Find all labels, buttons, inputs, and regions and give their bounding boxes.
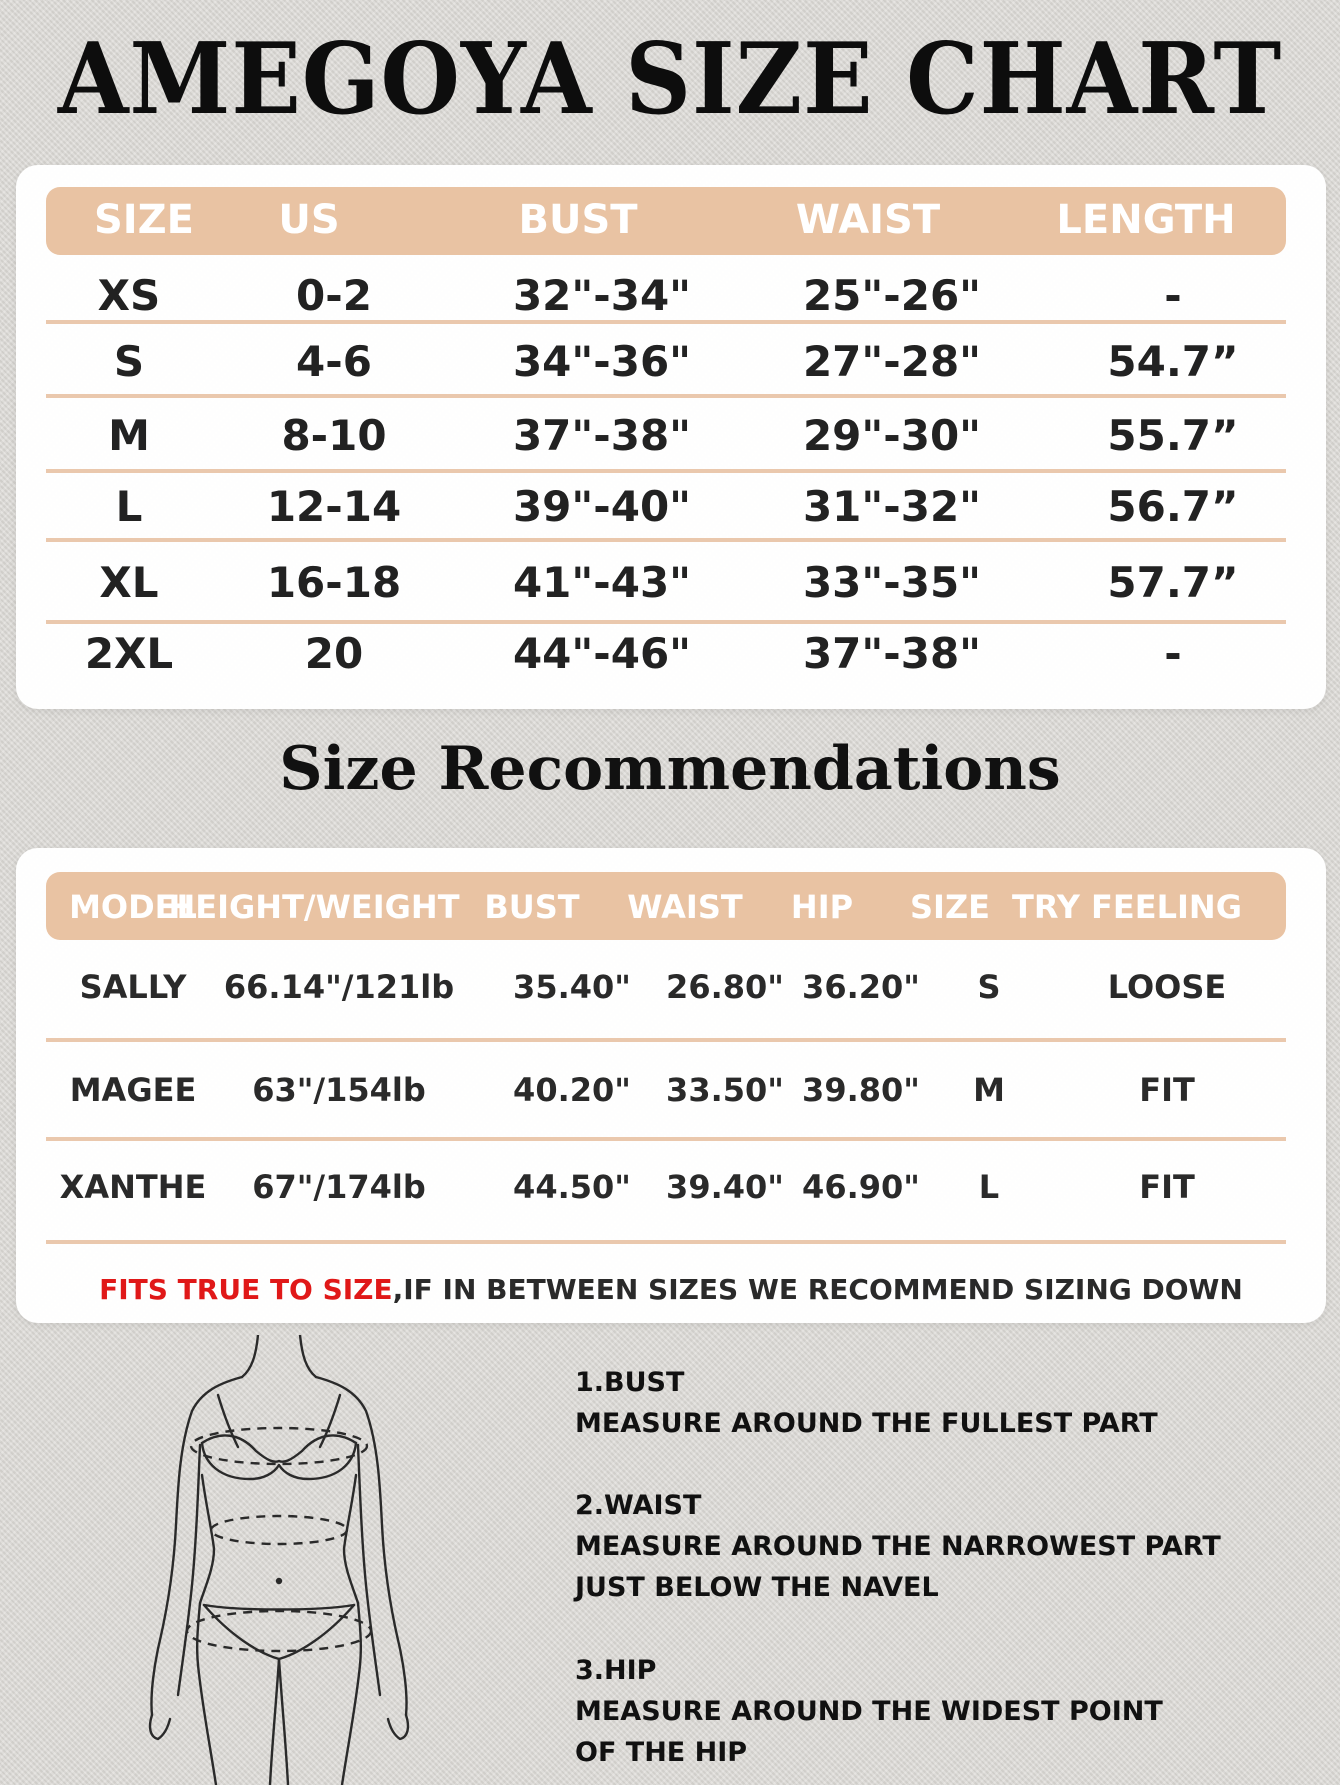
cell-size: L [115,482,143,531]
body-outline-figure-icon [140,1335,420,1785]
hip-title: 3.HIP [575,1655,657,1686]
cell-waist: 31"-32" [802,482,982,531]
cell-model: XANTHE [59,1168,207,1206]
header-hip: HIP [790,888,854,926]
cell-hip: 39.80" [802,1071,920,1109]
cell-size: M [973,1071,1005,1109]
recommendations-header [46,872,1286,940]
cell-bust: 40.20" [513,1071,631,1109]
cell-us: 16-18 [266,558,402,607]
fit-note-text: ,IF IN BETWEEN SIZES WE RECOMMEND SIZING DOWN [392,1273,1243,1306]
cell-waist: 29"-30" [802,411,982,460]
cell-size: 2XL [84,629,174,678]
row-divider [46,1137,1286,1141]
row-divider [46,538,1286,542]
bust-instruction [575,1362,1158,1444]
cell-bust: 44"-46" [512,629,692,678]
cell-us: 12-14 [266,482,402,531]
bust-description: MEASURE AROUND THE FULLEST PART [575,1408,1158,1439]
header-size: SIZE [909,888,991,926]
cell-bust: 35.40" [513,968,631,1006]
size-chart-card [16,165,1326,709]
waist-description-line2: JUST BELOW THE NAVEL [575,1572,939,1603]
cell-length: - [1164,271,1182,320]
cell-length: 55.7” [1107,411,1239,460]
header-height-weight: HEIGHT/WEIGHT [168,888,460,926]
header-waist: WAIST [627,888,743,926]
cell-bust: 44.50" [513,1168,631,1206]
cell-length: 57.7” [1107,558,1239,607]
header-bust: BUST [518,197,638,243]
cell-height-weight: 67"/174lb [252,1168,426,1206]
header-waist: WAIST [795,197,941,243]
cell-length: 54.7” [1107,337,1239,386]
cell-size: XL [99,558,159,607]
cell-us: 8-10 [281,411,387,460]
cell-try-feeling: LOOSE [1107,968,1227,1006]
fit-note-highlight: FITS TRUE TO SIZE [99,1273,393,1306]
cell-waist: 33.50" [666,1071,784,1109]
header-try-feeling: TRY FEELING [1012,888,1242,926]
cell-bust: 41"-43" [512,558,692,607]
cell-bust: 39"-40" [512,482,692,531]
header-length: LENGTH [1056,197,1236,243]
row-divider [46,394,1286,398]
cell-try-feeling: FIT [1139,1168,1195,1206]
row-divider [46,620,1286,624]
waist-title: 2.WAIST [575,1490,702,1521]
hip-instruction [575,1650,1163,1773]
hip-description-line2: OF THE HIP [575,1737,748,1768]
cell-size: M [108,411,150,460]
hip-description-line1: MEASURE AROUND THE WIDEST POINT [575,1696,1163,1727]
cell-height-weight: 63"/154lb [252,1071,426,1109]
header-us: US [278,197,340,243]
cell-bust: 37"-38" [512,411,692,460]
cell-size: S [977,968,1001,1006]
cell-waist: 26.80" [666,968,784,1006]
header-bust: BUST [484,888,580,926]
cell-us: 4-6 [296,337,372,386]
waist-description-line1: MEASURE AROUND THE NARROWEST PART [575,1531,1221,1562]
cell-waist: 33"-35" [802,558,982,607]
row-divider [46,1240,1286,1244]
cell-hip: 46.90" [802,1168,920,1206]
cell-size: S [113,337,145,386]
waist-instruction [575,1485,1221,1608]
cell-us: 20 [304,629,364,678]
cell-size: L [978,1168,1000,1206]
cell-hip: 36.20" [802,968,920,1006]
cell-length: - [1164,629,1182,678]
cell-model: SALLY [79,968,187,1006]
cell-bust: 34"-36" [512,337,692,386]
recommendations-card [16,848,1326,1323]
row-divider [46,320,1286,324]
recommendations-title: Size Recommendations [279,734,1061,804]
cell-us: 0-2 [296,271,372,320]
cell-model: MAGEE [69,1071,197,1109]
row-divider [46,1038,1286,1042]
size-chart-header [46,187,1286,255]
header-model: MODEL [69,888,197,926]
page-title: AMEGOYA SIZE CHART [57,22,1283,137]
row-divider [46,469,1286,473]
cell-size: XS [97,271,161,320]
header-size: SIZE [93,197,195,243]
cell-bust: 32"-34" [512,271,692,320]
cell-waist: 25"-26" [802,271,982,320]
cell-waist: 37"-38" [802,629,982,678]
cell-waist: 39.40" [666,1168,784,1206]
cell-waist: 27"-28" [802,337,982,386]
fit-note [16,1273,1326,1306]
cell-length: 56.7” [1107,482,1239,531]
bust-title: 1.BUST [575,1367,685,1398]
cell-try-feeling: FIT [1139,1071,1195,1109]
cell-height-weight: 66.14"/121lb [223,968,455,1006]
